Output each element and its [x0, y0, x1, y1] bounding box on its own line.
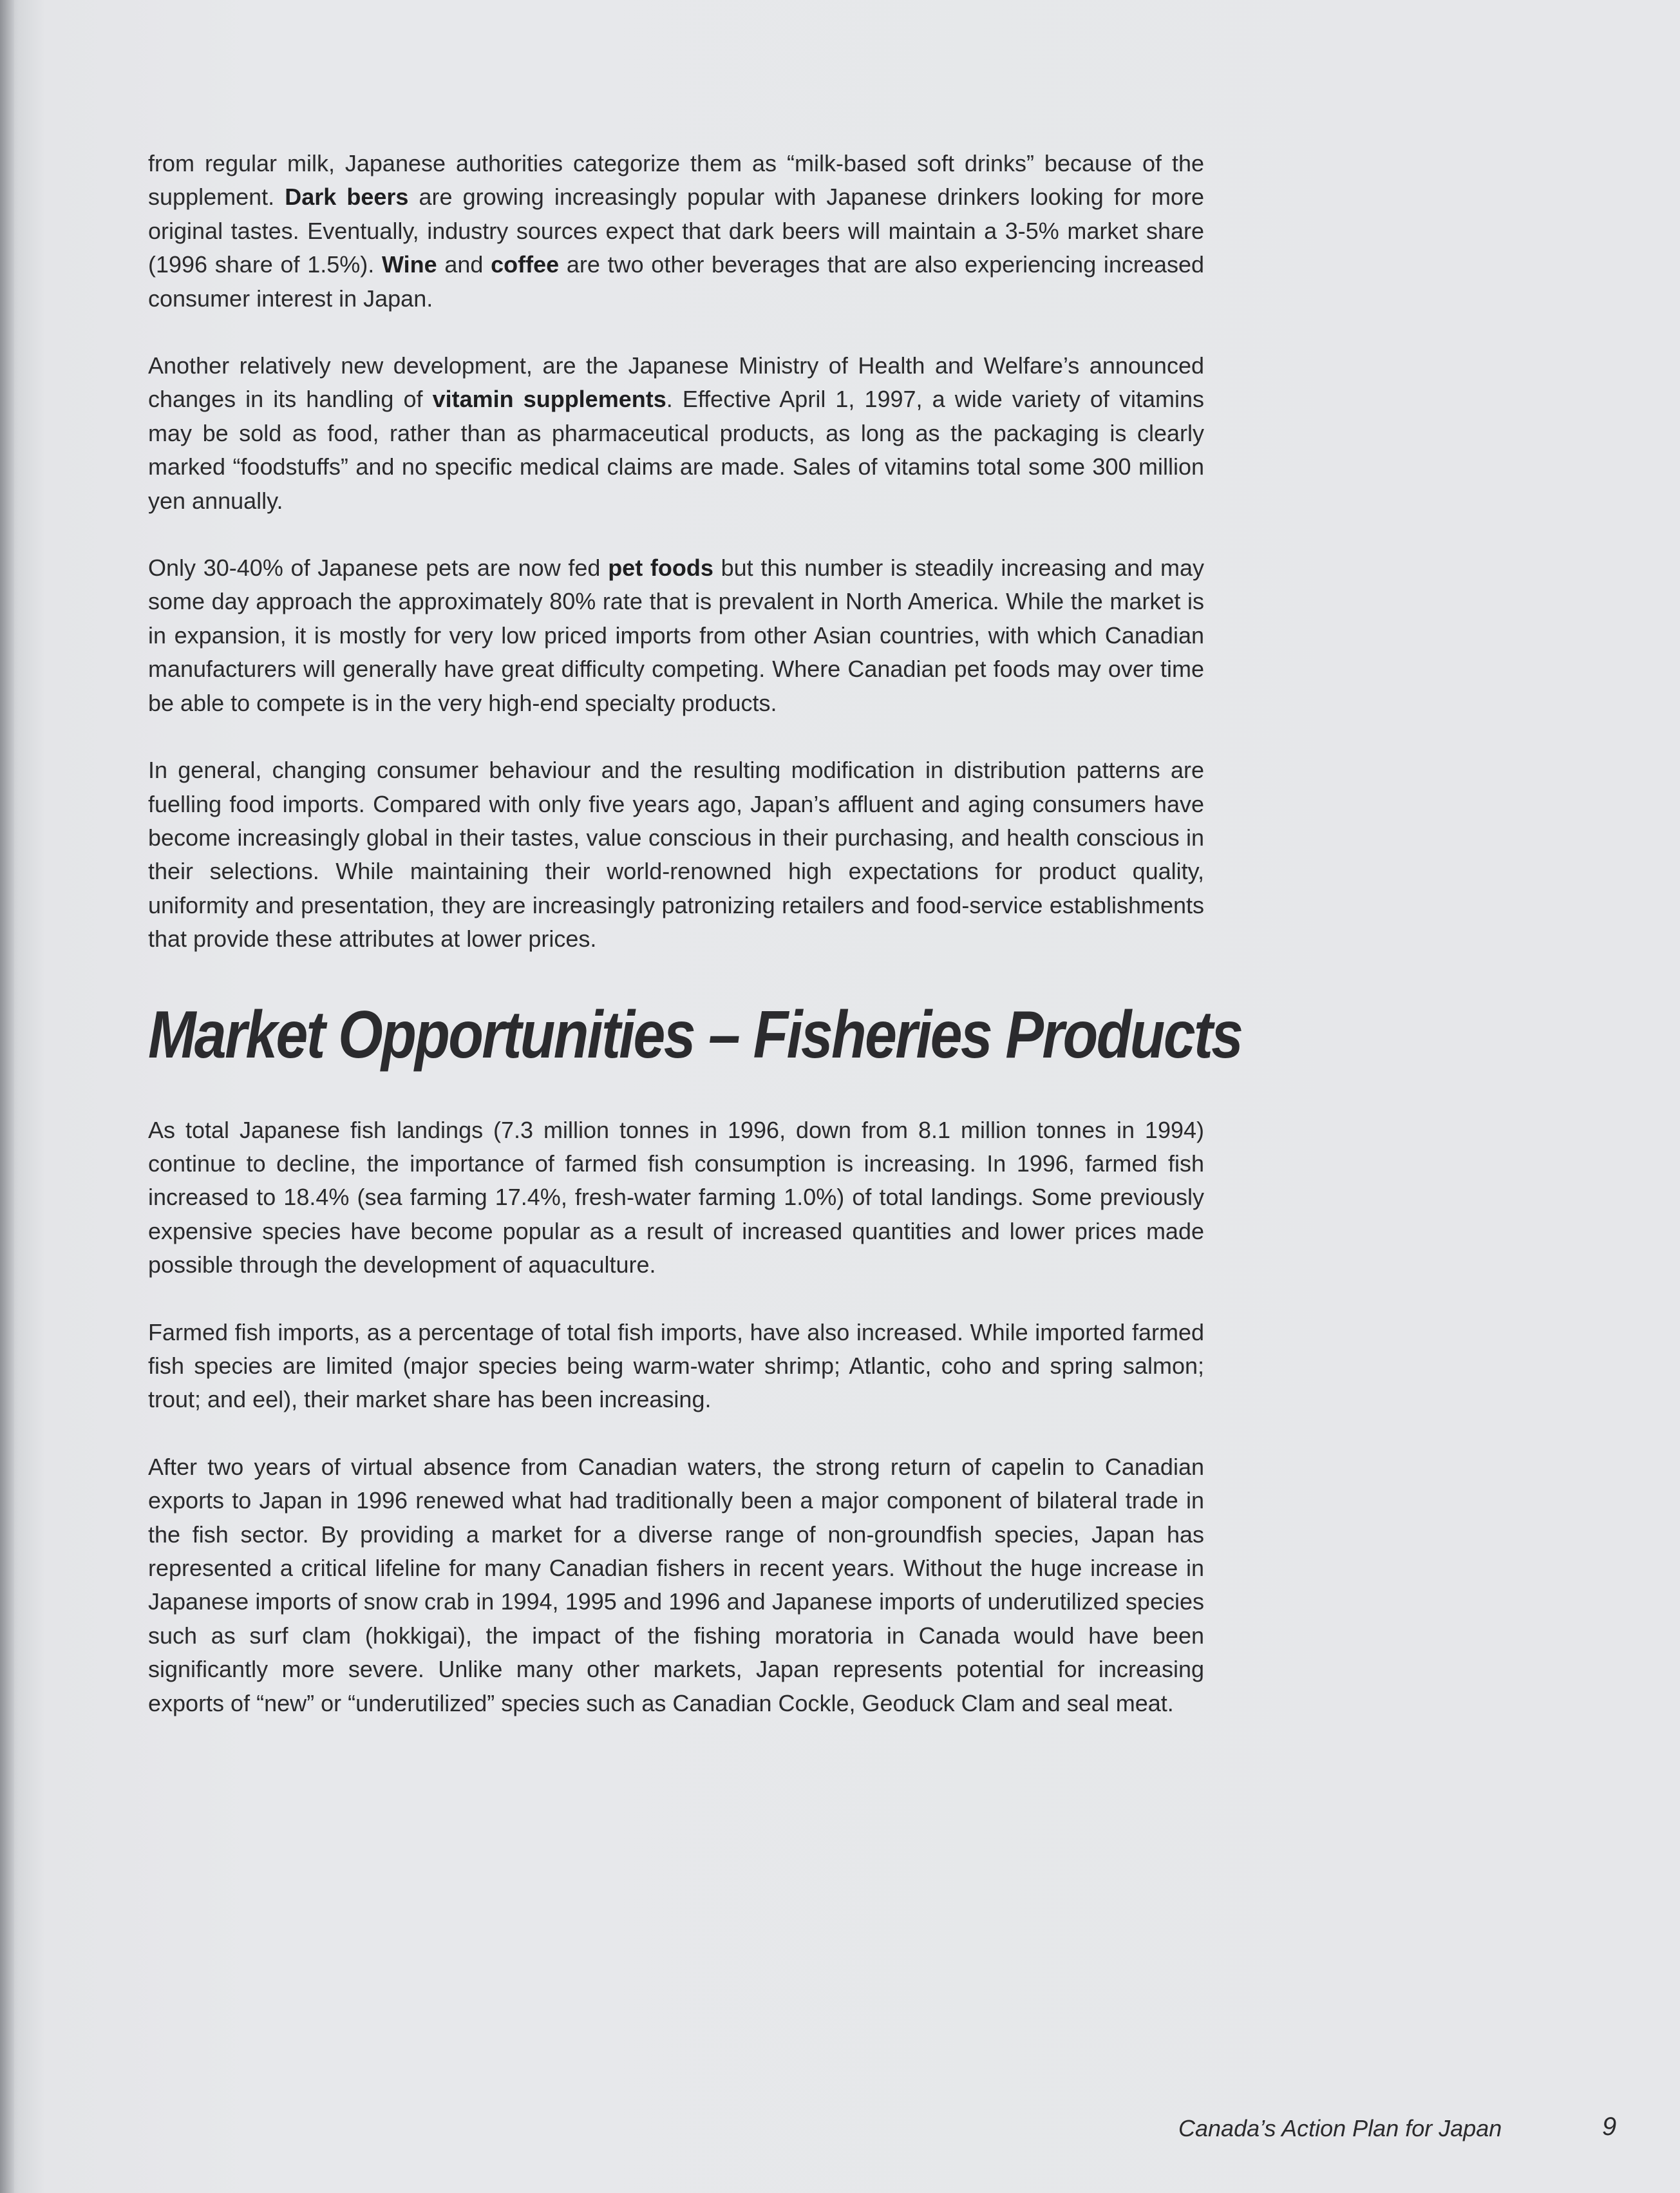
- section-heading: Market Opportunities – Fisheries Products: [148, 997, 1242, 1072]
- page-number: 9: [1602, 2112, 1617, 2141]
- text-run: As total Japanese fish landings (7.3 million tonnes in 1996, down from 8.1 million tonnes in 1994) continue to decline, the importance of farmed fish consumption is increasing. In 1996, farmed fish increased to 18.4% (sea farming 17.4%, fresh-water farming 1.0%) of total landings. Some previously expensive species have become popular as a result of increased quantities and lower prices made possible through the development of aquaculture.: [148, 1116, 1204, 1278]
- text-run: but this number is steadily increasing and may some day approach the approximately 80% rate that is prevalent in North America. While the market is in expansion, it is mostly for very low priced imports from other Asian countries, with which Canadian manufacturers will generally have great difficulty competing. Where Canadian pet foods may over time be able to compete is in the very high-end specialty products.: [148, 555, 1205, 716]
- text-run: Another relatively new development, are the Japanese Ministry of Health and Welfare’s announced changes in its handling of: [148, 352, 1204, 413]
- bold-term: coffee: [491, 251, 560, 278]
- paragraph-fish-landings: [148, 1114, 1204, 1282]
- text-run: . Effective April 1, 1997, a wide variety of vitamins may be sold as food, rather than as pharmaceutical products, as long as the packaging is clearly marked “foodstuffs” and no specific medical claims are made. Sales of vitamins total some 300 million yen annually.: [148, 386, 1204, 514]
- text-run: from regular milk, Japanese authorities categorize them as “milk-based soft drinks” because of the supplement.: [148, 150, 1204, 211]
- bold-term: Dark beers: [285, 184, 409, 211]
- text-run: are two other beverages that are also experiencing increased consumer interest in Japan.: [148, 251, 1205, 312]
- paragraph-vitamin-supplements: [148, 349, 1204, 518]
- text-run: and: [437, 251, 491, 278]
- bold-term: vitamin supplements: [432, 386, 666, 413]
- text-run: are growing increasingly popular with Japanese drinkers looking for more original tastes. Eventually, industry sources expect that dark beers will maintain a 3-5% market share (1996 share of 1.5%).: [148, 184, 1204, 278]
- page-content: [148, 147, 1242, 1754]
- paragraph-farmed-fish-imports: [148, 1316, 1204, 1417]
- paragraph-capelin-exports: [148, 1450, 1204, 1720]
- binding-edge: [0, 0, 14, 2193]
- bold-term: Wine: [381, 251, 437, 278]
- paragraph-pet-foods: [148, 551, 1204, 720]
- bold-term: pet foods: [608, 555, 713, 582]
- paragraph-consumer-behaviour: [148, 754, 1204, 956]
- text-run: Only 30-40% of Japanese pets are now fed: [148, 555, 609, 582]
- text-run: Farmed fish imports, as a percentage of total fish imports, have also increased. While imported farmed fish species are limited (major species being warm-water shrimp; Atlantic, coho and spring salmon; trout; and eel), their market share has been increasing.: [148, 1318, 1204, 1413]
- paragraph-beverages: [148, 147, 1204, 316]
- text-run: After two years of virtual absence from Canadian waters, the strong return of capelin to Canadian exports to Japan in 1996 renewed what had traditionally been a major component of bilateral trade in the fish sector. By providing a market for a diverse range of non-groundfish species, Japan has represented a critical lifeline for many Canadian fishers in recent years. Without the huge increase in Japanese imports of snow crab in 1994, 1995 and 1996 and Japanese imports of underutilized species such as surf clam (hokkigai), the impact of the fishing moratoria in Canada would have been significantly more severe. Unlike many other markets, Japan represents potential for increasing exports of “new” or “underutilized” species such as Canadian Cockle, Geoduck Clam and seal meat.: [148, 1453, 1204, 1716]
- text-run: In general, changing consumer behaviour and the resulting modification in distribution patterns are fuelling food imports. Compared with only five years ago, Japan’s affluent and aging consumers have become increasingly global in their tastes, value conscious in their purchasing, and health conscious in their selections. While maintaining their world-renowned high expectations for product quality, uniformity and presentation, they are increasingly patronizing retailers and food-service establishments that provide these attributes at lower prices.: [148, 757, 1204, 953]
- footer-publication-title: Canada’s Action Plan for Japan: [1178, 2115, 1502, 2141]
